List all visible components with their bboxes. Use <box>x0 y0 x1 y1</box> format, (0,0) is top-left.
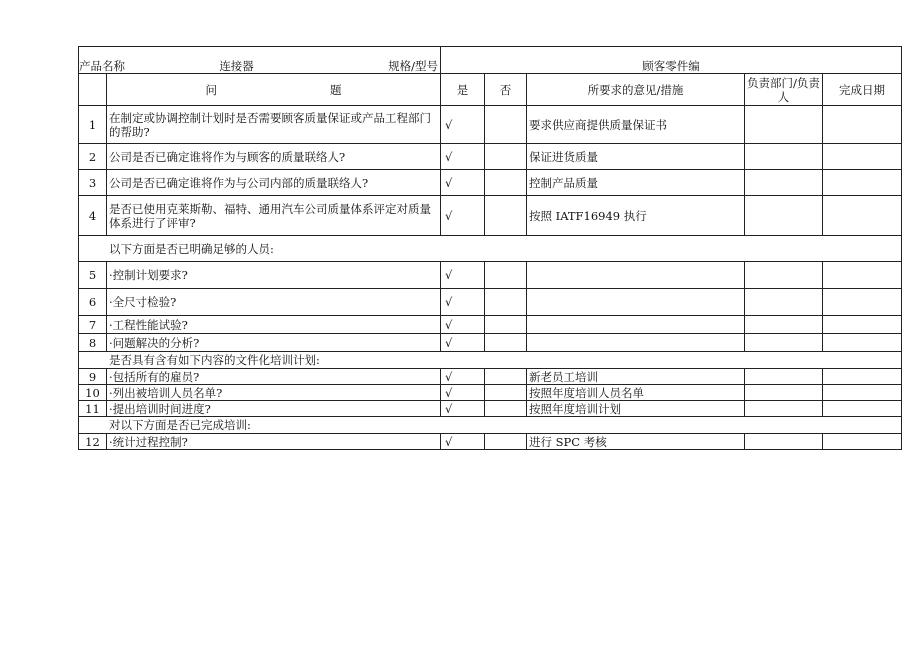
row-number: 5 <box>79 262 107 289</box>
row-number: 3 <box>79 170 107 196</box>
section-row <box>79 236 902 262</box>
measure-cell <box>527 316 745 334</box>
question-cell: ·列出被培训人员名单? <box>107 385 441 401</box>
customer-part-cell <box>441 47 902 74</box>
table-row <box>79 316 902 334</box>
responsible-cell <box>745 196 823 236</box>
product-name-value: 连接器 <box>219 59 254 73</box>
product-name-label: 产品名称 <box>79 59 125 73</box>
measure-cell: 进行 SPC 考核 <box>527 434 745 450</box>
yes-cell: √ <box>441 385 485 401</box>
question-header-a: 问 <box>205 82 217 97</box>
question-header-b: 题 <box>330 82 342 97</box>
question-cell: ·工程性能试验? <box>107 316 441 334</box>
table-row <box>79 170 902 196</box>
question-header <box>107 74 441 106</box>
measure-cell: 按照年度培训计划 <box>527 401 745 417</box>
section-heading: 以下方面是否已明确足够的人员: <box>79 236 902 262</box>
product-info-cell <box>79 47 441 74</box>
no-cell <box>485 334 527 352</box>
yes-cell: √ <box>441 434 485 450</box>
question-cell: 公司是否已确定谁将作为与公司内部的质量联络人? <box>107 170 441 196</box>
no-cell <box>485 262 527 289</box>
measure-cell: 按照 IATF16949 执行 <box>527 196 745 236</box>
date-cell <box>823 196 902 236</box>
table-row <box>79 385 902 401</box>
question-cell: 公司是否已确定谁将作为与顾客的质量联络人? <box>107 144 441 170</box>
responsible-cell <box>745 385 823 401</box>
no-cell <box>485 401 527 417</box>
responsible-cell <box>745 434 823 450</box>
yes-cell: √ <box>441 262 485 289</box>
table-row <box>79 369 902 385</box>
table-row <box>79 106 902 144</box>
date-cell <box>823 144 902 170</box>
no-cell <box>485 369 527 385</box>
yes-cell: √ <box>441 316 485 334</box>
table-row <box>79 289 902 316</box>
responsible-cell <box>745 106 823 144</box>
no-cell <box>485 316 527 334</box>
question-cell: ·包括所有的雇员? <box>107 369 441 385</box>
table-row <box>79 144 902 170</box>
question-cell: ·全尺寸检验? <box>107 289 441 316</box>
question-cell: ·控制计划要求? <box>107 262 441 289</box>
no-cell <box>485 385 527 401</box>
measure-cell: 控制产品质量 <box>527 170 745 196</box>
date-cell <box>823 316 902 334</box>
row-number: 2 <box>79 144 107 170</box>
responsible-cell <box>745 401 823 417</box>
section-row <box>79 352 902 369</box>
date-cell <box>823 289 902 316</box>
question-cell: ·问题解决的分析? <box>107 334 441 352</box>
row-number: 6 <box>79 289 107 316</box>
date-cell <box>823 170 902 196</box>
no-cell <box>485 106 527 144</box>
yes-cell: √ <box>441 401 485 417</box>
row-number: 11 <box>79 401 107 417</box>
no-cell <box>485 434 527 450</box>
measure-cell: 按照年度培训人员名单 <box>527 385 745 401</box>
responsible-cell <box>745 262 823 289</box>
row-number: 4 <box>79 196 107 236</box>
date-cell <box>823 334 902 352</box>
measures-header: 所要求的意见/措施 <box>527 74 745 106</box>
yes-cell: √ <box>441 106 485 144</box>
question-cell: ·统计过程控制? <box>107 434 441 450</box>
row-number: 1 <box>79 106 107 144</box>
date-cell <box>823 262 902 289</box>
responsible-cell <box>745 144 823 170</box>
yes-cell: √ <box>441 334 485 352</box>
row-number: 10 <box>79 385 107 401</box>
yes-cell: √ <box>441 170 485 196</box>
measure-cell: 要求供应商提供质量保证书 <box>527 106 745 144</box>
date-cell <box>823 369 902 385</box>
no-header <box>79 74 107 106</box>
yes-cell: √ <box>441 369 485 385</box>
table-row <box>79 434 902 450</box>
date-cell <box>823 434 902 450</box>
table-row <box>79 262 902 289</box>
question-cell: 在制定或协调控制计划时是否需要顾客质量保证或产品工程部门的帮助? <box>107 106 441 144</box>
row-number: 7 <box>79 316 107 334</box>
section-heading: 对以下方面是否已完成培训: <box>79 417 902 434</box>
section-row <box>79 417 902 434</box>
date-cell <box>823 401 902 417</box>
responsible-cell <box>745 316 823 334</box>
spec-label: 规格/型号 <box>388 59 438 73</box>
responsible-cell <box>745 170 823 196</box>
section-heading: 是否具有含有如下内容的文件化培训计划: <box>79 352 902 369</box>
yes-cell: √ <box>441 289 485 316</box>
date-cell <box>823 106 902 144</box>
question-cell: 是否已使用克莱斯勒、福特、通用汽车公司质量体系评定对质量体系进行了评审? <box>107 196 441 236</box>
table-row <box>79 196 902 236</box>
yes-cell: √ <box>441 144 485 170</box>
responsible-cell <box>745 334 823 352</box>
table-row <box>79 401 902 417</box>
no-cell <box>485 196 527 236</box>
responsible-cell <box>745 369 823 385</box>
measure-cell <box>527 289 745 316</box>
no-cell <box>485 170 527 196</box>
question-cell: ·提出培训时间进度? <box>107 401 441 417</box>
checklist-table <box>78 46 902 450</box>
date-cell <box>823 385 902 401</box>
responsible-header: 负责部门/负责人 <box>745 74 823 106</box>
measure-cell: 新老员工培训 <box>527 369 745 385</box>
no-cell <box>485 144 527 170</box>
no-cell <box>485 289 527 316</box>
no-answer-header: 否 <box>485 74 527 106</box>
yes-header: 是 <box>441 74 485 106</box>
measure-cell <box>527 262 745 289</box>
yes-cell: √ <box>441 196 485 236</box>
date-header: 完成日期 <box>823 74 902 106</box>
row-number: 9 <box>79 369 107 385</box>
customer-part-label: 顾客零件编 <box>642 59 700 73</box>
responsible-cell <box>745 289 823 316</box>
column-header-row <box>79 74 902 106</box>
measure-cell: 保证进货质量 <box>527 144 745 170</box>
measure-cell <box>527 334 745 352</box>
header-row <box>79 47 902 74</box>
row-number: 8 <box>79 334 107 352</box>
table-row <box>79 334 902 352</box>
row-number: 12 <box>79 434 107 450</box>
